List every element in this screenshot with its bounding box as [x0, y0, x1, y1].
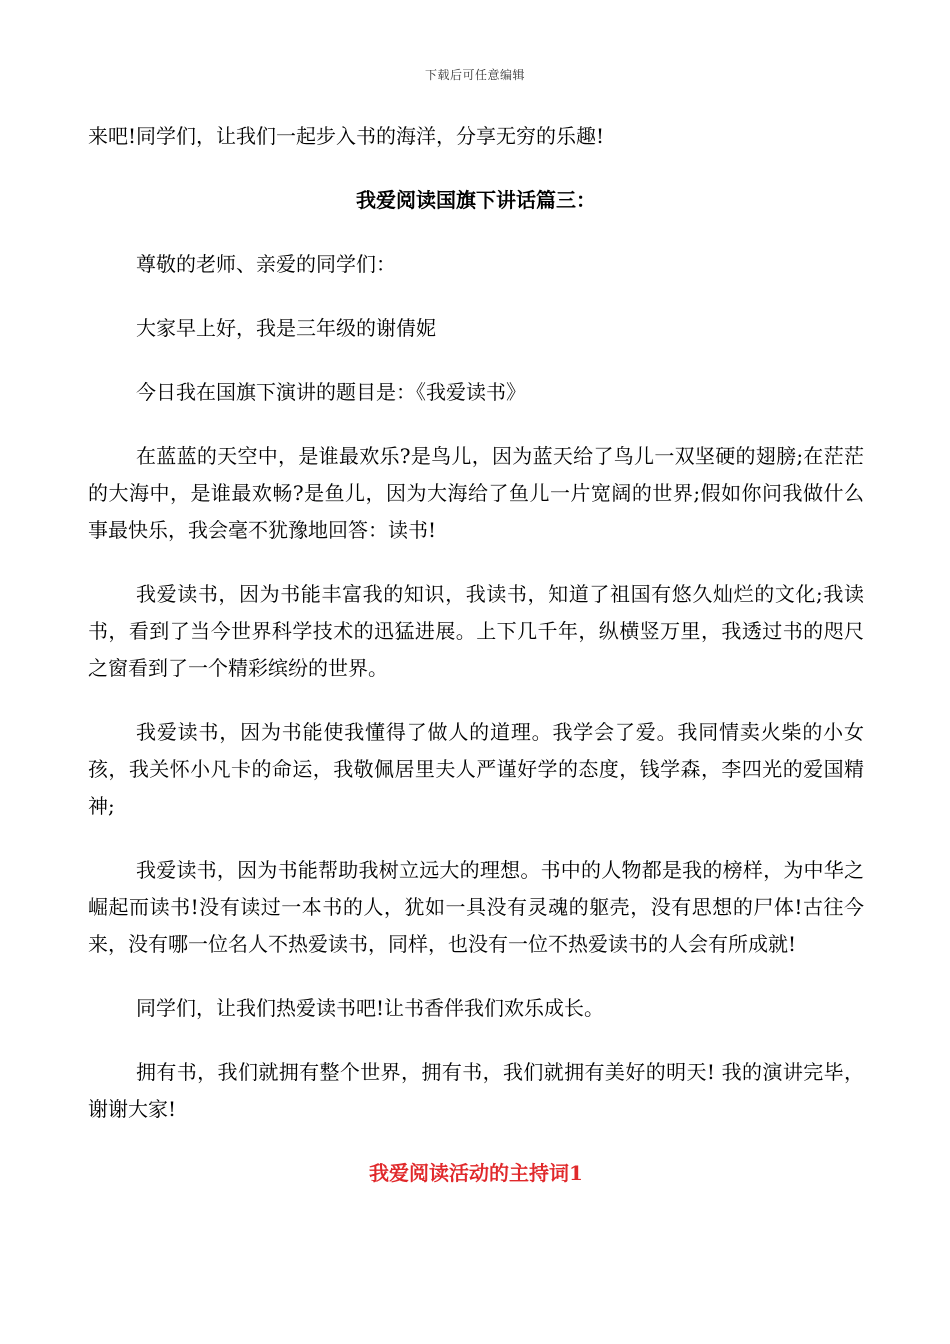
intro-paragraph: 大家早上好，我是三年级的谢倩妮: [136, 316, 436, 340]
body-paragraph: 我爱读书，因为书能使我懂得了做人的道理。我学会了爱。我同情卖火柴的小女孩，我关怀小凡卡的命运，我敬佩居里夫人严谨好学的态度，钱学森，李四光的爱国精神;: [88, 720, 864, 818]
body-paragraph: 我爱读书，因为书能帮助我树立远大的理想。书中的人物都是我的榜样，为中华之崛起而读书!没有读过一本书的人，犹如一具没有灵魂的躯壳，没有思想的尸体!古往今来，没有哪一位名人不热爱读书，同样，也没有一位不热爱读书的人会有所成就!: [88, 858, 864, 956]
topic-paragraph: 今日我在国旗下演讲的题目是：《我爱读书》: [136, 380, 526, 404]
body-paragraph: 我爱读书，因为书能丰富我的知识，我读书，知道了祖国有悠久灿烂的文化;我读书，看到了当今世界科学技术的迅猛进展。上下几千年，纵横竖万里，我透过书的咫尺之窗看到了一个精彩缤纷的世界。: [88, 582, 864, 680]
document-body: [88, 118, 864, 1219]
closing-paragraph: 来吧!同学们，让我们一起步入书的海洋，分享无穷的乐趣!: [88, 124, 605, 148]
body-paragraph: 同学们，让我们热爱读书吧!让书香伴我们欢乐成长。: [136, 996, 605, 1020]
page-header: 下载后可任意编辑: [424, 68, 525, 82]
greeting-paragraph: 尊敬的老师、亲爱的同学们：: [136, 252, 396, 276]
section-heading-host-script: 我爱阅读活动的主持词1: [369, 1161, 583, 1185]
body-paragraph: 在蓝蓝的天空中，是谁最欢乐?是鸟儿，因为蓝天给了鸟儿一双坚硬的翅膀;在茫茫的大海中，是谁最欢畅?是鱼儿，因为大海给了鱼儿一片宽阔的世界;假如你问我做什么事最快乐，我会毫不犹豫地回答：读书!: [88, 444, 864, 542]
conclusion-paragraph: 拥有书，我们就拥有整个世界，拥有书，我们就拥有美好的明天! 我的演讲完毕，谢谢大家!: [88, 1060, 864, 1121]
section-heading-speech-three: 我爱阅读国旗下讲话篇三：: [356, 188, 596, 212]
